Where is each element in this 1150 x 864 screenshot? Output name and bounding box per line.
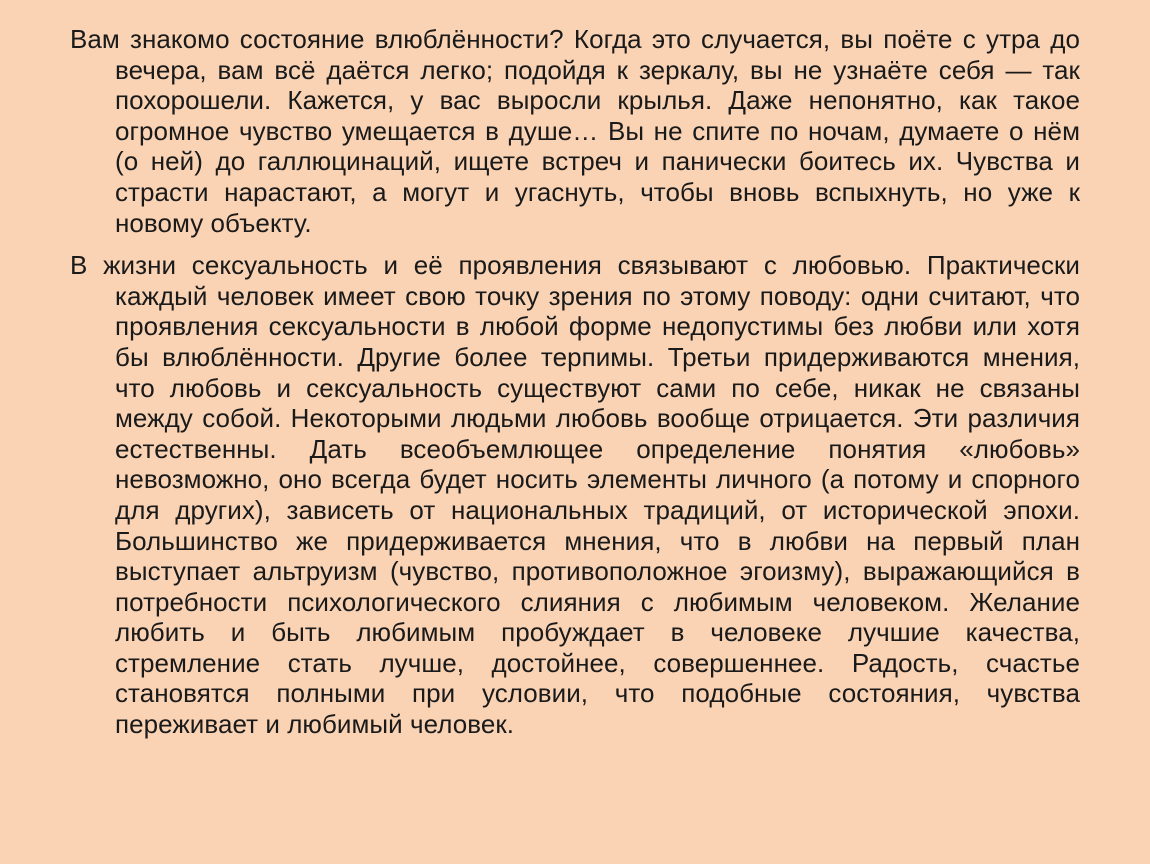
paragraph-infatuation: Вам знакомо состояние влюблённости? Когда это случается, вы поёте с утра до вечера, вам всё даётся легко; подойдя к зеркалу, вы не узнаёте себя — так похорошели. Кажется, у вас выросли крылья. Даже непонятно, как такое огромное чувство умещается в душе… Вы не спите по ночам, думаете о нём (о ней) до галлюцинаций, ищете встреч и панически боитесь их. Чувства и страсти нарастают, а могут и угаснуть, чтобы вновь вспыхнуть, но уже к новому объекту. [70, 24, 1080, 238]
paragraph-love-sexuality: В жизни сексуальность и её проявления связывают с любовью. Практически каждый человек имеет свою точку зрения по этому поводу: одни считают, что проявления сексуальности в любой форме недопустимы без любви или хотя бы влюблённости. Другие более терпимы. Третьи придерживаются мнения, что любовь и сексуальность существуют сами по себе, никак не связаны между собой. Некоторыми людьми любовь вообще отрицается. Эти различия естественны. Дать всеобъемлющее определение понятия «любовь» невозможно, оно всегда будет носить элементы личного (а потому и спорного для других), зависеть от национальных традиций, от исторической эпохи. Большинство же придерживается мнения, что в любви на первый план выступает альтруизм (чувство, противоположное эгоизму), выражающийся в потребности психологического слияния с любимым человеком. Желание любить и быть любимым пробуждает в человеке лучшие качества, стремление стать лучше, достойнее, совершеннее. Радость, счастье становятся полными при условии, что подобные состояния, чувства переживает и любимый человек. [70, 250, 1080, 740]
